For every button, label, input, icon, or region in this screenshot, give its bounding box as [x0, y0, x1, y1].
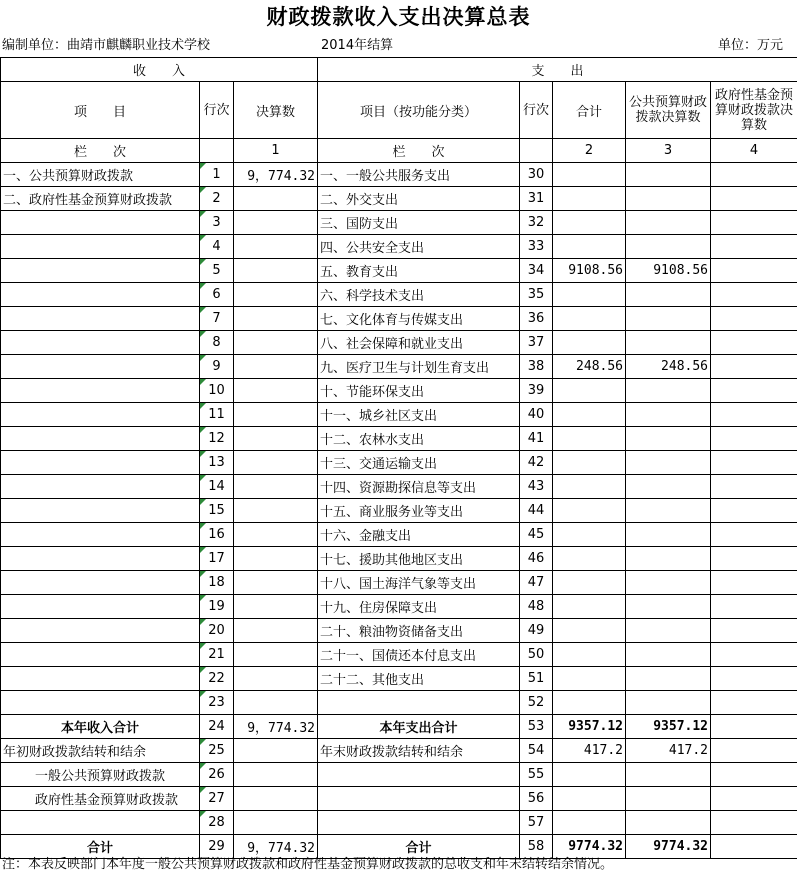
expense-total-cell	[553, 787, 626, 811]
income-item-cell	[1, 499, 200, 523]
summary-row	[1, 787, 797, 811]
public-budget-cell: 9774.32	[626, 835, 711, 859]
expense-row-no-cell: 50	[520, 643, 553, 667]
expense-row-no-cell: 40	[520, 403, 553, 427]
income-item-cell	[1, 811, 200, 835]
income-row-no-cell: 6	[200, 283, 234, 307]
expense-total-cell	[553, 307, 626, 331]
public-budget-cell	[626, 163, 711, 187]
table-row	[1, 379, 797, 403]
income-item-cell: 一般公共预算财政拨款	[1, 763, 200, 787]
public-budget-cell	[626, 763, 711, 787]
income-row-no-cell: 4	[200, 235, 234, 259]
income-amount-cell: 9，774.32	[234, 715, 318, 739]
gov-fund-cell	[711, 235, 797, 259]
gov-fund-cell	[711, 307, 797, 331]
function-item-header: 项目（按功能分类）	[318, 82, 520, 139]
income-amount-cell	[234, 475, 318, 499]
income-row-no-cell: 20	[200, 619, 234, 643]
income-amount-cell	[234, 427, 318, 451]
public-budget-cell	[626, 523, 711, 547]
gov-fund-header: 政府性基金预算财政拨款决算数	[711, 82, 797, 139]
table-row	[1, 619, 797, 643]
expense-item-cell: 十一、城乡社区支出	[318, 403, 520, 427]
expense-item-cell: 三、国防支出	[318, 211, 520, 235]
table-row	[1, 499, 797, 523]
table-row	[1, 667, 797, 691]
table-row	[1, 259, 797, 283]
col-label-right: 栏 次	[318, 139, 520, 163]
income-item-cell	[1, 235, 200, 259]
expense-item-cell: 十六、金融支出	[318, 523, 520, 547]
gov-fund-cell	[711, 499, 797, 523]
public-budget-cell	[626, 283, 711, 307]
summary-row	[1, 811, 797, 835]
table-row	[1, 475, 797, 499]
public-budget-cell	[626, 427, 711, 451]
table-row	[1, 355, 797, 379]
expense-item-cell: 二十一、国债还本付息支出	[318, 643, 520, 667]
footnote: 注：本表反映部门本年度一般公共预算财政拨款和政府性基金预算财政拨款的总收支和年末结转结余情况。	[2, 857, 614, 872]
income-item-cell	[1, 643, 200, 667]
income-item-cell: 本年收入合计	[1, 715, 200, 739]
public-budget-cell	[626, 379, 711, 403]
table-row	[1, 403, 797, 427]
expense-row-no-cell: 51	[520, 667, 553, 691]
gov-fund-cell	[711, 163, 797, 187]
income-amount-cell	[234, 307, 318, 331]
expense-item-cell: 十五、商业服务业等支出	[318, 499, 520, 523]
table-row	[1, 643, 797, 667]
income-item-cell	[1, 211, 200, 235]
expense-row-no-cell: 47	[520, 571, 553, 595]
col-number-2: 2	[553, 139, 626, 163]
income-row-no-cell: 14	[200, 475, 234, 499]
expense-item-cell: 四、公共安全支出	[318, 235, 520, 259]
expense-item-cell: 合计	[318, 835, 520, 859]
public-budget-cell	[626, 667, 711, 691]
income-row-no-cell: 17	[200, 547, 234, 571]
gov-fund-cell	[711, 355, 797, 379]
expense-row-no-cell: 32	[520, 211, 553, 235]
public-budget-cell	[626, 475, 711, 499]
income-row-no-cell: 18	[200, 571, 234, 595]
expense-item-cell: 十、节能环保支出	[318, 379, 520, 403]
expense-total-cell	[553, 427, 626, 451]
expense-item-cell: 十四、资源勘探信息等支出	[318, 475, 520, 499]
gov-fund-cell	[711, 667, 797, 691]
expense-total-cell	[553, 187, 626, 211]
total-header: 合计	[553, 82, 626, 139]
expense-total-cell	[553, 403, 626, 427]
expense-row-no-cell: 44	[520, 499, 553, 523]
gov-fund-cell	[711, 811, 797, 835]
expense-item-cell: 六、科学技术支出	[318, 283, 520, 307]
table-row	[1, 211, 797, 235]
table-row	[1, 235, 797, 259]
gov-fund-cell	[711, 715, 797, 739]
expense-total-cell	[553, 595, 626, 619]
income-row-no-cell: 2	[200, 187, 234, 211]
public-budget-header: 公共预算财政拨款决算数	[626, 82, 711, 139]
report-year: 2014年结算	[321, 38, 394, 53]
public-budget-cell: 248.56	[626, 355, 711, 379]
table-row	[1, 163, 797, 187]
gov-fund-cell	[711, 403, 797, 427]
row-no-header: 行次	[200, 82, 234, 139]
income-row-no-cell: 25	[200, 739, 234, 763]
income-amount-cell	[234, 571, 318, 595]
gov-fund-cell	[711, 547, 797, 571]
expense-row-no-cell: 57	[520, 811, 553, 835]
expense-item-cell: 九、医疗卫生与计划生育支出	[318, 355, 520, 379]
income-header: 收 入	[1, 58, 318, 82]
expense-row-no-cell: 58	[520, 835, 553, 859]
expense-row-no-cell: 36	[520, 307, 553, 331]
expense-item-cell: 年末财政拨款结转和结余	[318, 739, 520, 763]
gov-fund-cell	[711, 739, 797, 763]
expense-item-cell: 十三、交通运输支出	[318, 451, 520, 475]
col-label-empty-2	[520, 139, 553, 163]
expense-total-cell	[553, 763, 626, 787]
income-amount-cell	[234, 379, 318, 403]
income-amount-cell: 9，774.32	[234, 163, 318, 187]
gov-fund-cell	[711, 787, 797, 811]
expense-item-cell: 一、一般公共服务支出	[318, 163, 520, 187]
income-item-cell	[1, 475, 200, 499]
gov-fund-cell	[711, 619, 797, 643]
expense-row-no-cell: 37	[520, 331, 553, 355]
unit-prefix: 编制单位：	[2, 38, 68, 53]
income-amount-cell	[234, 523, 318, 547]
table-row	[1, 547, 797, 571]
income-row-no-cell: 5	[200, 259, 234, 283]
income-item-cell: 政府性基金预算财政拨款	[1, 787, 200, 811]
expense-row-no-cell: 35	[520, 283, 553, 307]
gov-fund-cell	[711, 283, 797, 307]
expense-item-cell: 十八、国土海洋气象等支出	[318, 571, 520, 595]
income-item-cell: 二、政府性基金预算财政拨款	[1, 187, 200, 211]
expense-total-cell	[553, 571, 626, 595]
gov-fund-cell	[711, 643, 797, 667]
income-row-no-cell: 7	[200, 307, 234, 331]
expense-total-cell	[553, 283, 626, 307]
income-row-no-cell: 22	[200, 667, 234, 691]
col-label-empty-1	[200, 139, 234, 163]
income-row-no-cell: 8	[200, 331, 234, 355]
table-row	[1, 595, 797, 619]
expense-total-cell: 9357.12	[553, 715, 626, 739]
public-budget-cell	[626, 451, 711, 475]
income-amount-cell	[234, 283, 318, 307]
expense-row-no-cell: 53	[520, 715, 553, 739]
budget-table	[0, 57, 797, 859]
income-item-cell	[1, 595, 200, 619]
gov-fund-cell	[711, 211, 797, 235]
expense-row-no-cell: 33	[520, 235, 553, 259]
amount-header: 决算数	[234, 82, 318, 139]
income-amount-cell	[234, 739, 318, 763]
gov-fund-cell	[711, 595, 797, 619]
income-amount-cell	[234, 259, 318, 283]
income-row-no-cell: 16	[200, 523, 234, 547]
table-row	[1, 691, 797, 715]
table-row	[1, 451, 797, 475]
report-title: 财政拨款收入支出决算总表	[266, 4, 531, 29]
income-amount-cell	[234, 211, 318, 235]
income-amount-cell	[234, 355, 318, 379]
gov-fund-cell	[711, 763, 797, 787]
income-amount-cell	[234, 451, 318, 475]
gov-fund-cell	[711, 523, 797, 547]
gov-fund-cell	[711, 187, 797, 211]
income-row-no-cell: 26	[200, 763, 234, 787]
expense-total-cell	[553, 451, 626, 475]
expense-item-cell	[318, 763, 520, 787]
expense-total-cell	[553, 331, 626, 355]
unit-name: 曲靖市麒麟职业技术学校	[67, 38, 211, 53]
income-row-no-cell: 12	[200, 427, 234, 451]
expense-total-cell	[553, 667, 626, 691]
table-row	[1, 283, 797, 307]
gov-fund-cell	[711, 571, 797, 595]
expense-item-cell	[318, 811, 520, 835]
expense-row-no-cell: 43	[520, 475, 553, 499]
expense-total-cell	[553, 691, 626, 715]
public-budget-cell	[626, 595, 711, 619]
income-item-cell	[1, 403, 200, 427]
income-amount-cell	[234, 643, 318, 667]
col-number-1: 1	[234, 139, 318, 163]
gov-fund-cell	[711, 379, 797, 403]
gov-fund-cell	[711, 451, 797, 475]
income-item-cell	[1, 451, 200, 475]
income-item-cell	[1, 547, 200, 571]
income-item-cell	[1, 259, 200, 283]
expense-total-cell	[553, 211, 626, 235]
expense-row-no-cell: 48	[520, 595, 553, 619]
expense-item-cell: 十二、农林水支出	[318, 427, 520, 451]
expense-total-cell: 248.56	[553, 355, 626, 379]
income-amount-cell	[234, 499, 318, 523]
public-budget-cell	[626, 499, 711, 523]
gov-fund-cell	[711, 691, 797, 715]
public-budget-cell	[626, 787, 711, 811]
expense-total-cell	[553, 235, 626, 259]
row-no-header-2: 行次	[520, 82, 553, 139]
col-number-4: 4	[711, 139, 797, 163]
currency-unit: 单位：万元	[718, 38, 784, 53]
public-budget-cell	[626, 187, 711, 211]
table-row	[1, 427, 797, 451]
public-budget-cell	[626, 307, 711, 331]
expense-total-cell	[553, 475, 626, 499]
income-row-no-cell: 24	[200, 715, 234, 739]
expense-total-cell	[553, 163, 626, 187]
income-amount-cell	[234, 595, 318, 619]
income-amount-cell	[234, 619, 318, 643]
income-item-cell: 合计	[1, 835, 200, 859]
public-budget-cell: 417.2	[626, 739, 711, 763]
income-row-no-cell: 15	[200, 499, 234, 523]
expense-item-cell: 十九、住房保障支出	[318, 595, 520, 619]
public-budget-cell	[626, 643, 711, 667]
income-row-no-cell: 13	[200, 451, 234, 475]
expense-total-cell	[553, 379, 626, 403]
expense-row-no-cell: 39	[520, 379, 553, 403]
income-amount-cell	[234, 787, 318, 811]
income-item-cell: 年初财政拨款结转和结余	[1, 739, 200, 763]
expense-total-cell	[553, 643, 626, 667]
expense-row-no-cell: 38	[520, 355, 553, 379]
expense-total-cell	[553, 547, 626, 571]
income-item-cell	[1, 523, 200, 547]
summary-row	[1, 715, 797, 739]
public-budget-cell	[626, 691, 711, 715]
summary-row	[1, 763, 797, 787]
table-row	[1, 331, 797, 355]
expense-item-cell: 二、外交支出	[318, 187, 520, 211]
income-amount-cell	[234, 547, 318, 571]
item-header: 项 目	[1, 82, 200, 139]
expense-row-no-cell: 52	[520, 691, 553, 715]
income-amount-cell	[234, 403, 318, 427]
expense-item-cell	[318, 691, 520, 715]
income-item-cell	[1, 379, 200, 403]
expense-total-cell: 9108.56	[553, 259, 626, 283]
expense-row-no-cell: 56	[520, 787, 553, 811]
expense-row-no-cell: 31	[520, 187, 553, 211]
expense-item-cell: 本年支出合计	[318, 715, 520, 739]
income-row-no-cell: 19	[200, 595, 234, 619]
expense-item-cell: 五、教育支出	[318, 259, 520, 283]
income-item-cell: 一、公共预算财政拨款	[1, 163, 200, 187]
expense-item-cell: 八、社会保障和就业支出	[318, 331, 520, 355]
col-number-3: 3	[626, 139, 711, 163]
expense-item-cell: 二十二、其他支出	[318, 667, 520, 691]
income-row-no-cell: 29	[200, 835, 234, 859]
income-amount-cell	[234, 763, 318, 787]
table-row	[1, 187, 797, 211]
public-budget-cell	[626, 571, 711, 595]
summary-row	[1, 739, 797, 763]
expense-item-cell	[318, 787, 520, 811]
expense-row-no-cell: 46	[520, 547, 553, 571]
expense-row-no-cell: 55	[520, 763, 553, 787]
income-amount-cell	[234, 811, 318, 835]
public-budget-cell	[626, 547, 711, 571]
table-row	[1, 571, 797, 595]
income-item-cell	[1, 355, 200, 379]
income-amount-cell	[234, 235, 318, 259]
expense-row-no-cell: 34	[520, 259, 553, 283]
gov-fund-cell	[711, 427, 797, 451]
public-budget-cell	[626, 619, 711, 643]
unit-label	[2, 35, 210, 57]
expense-item-cell: 十七、援助其他地区支出	[318, 547, 520, 571]
public-budget-cell	[626, 403, 711, 427]
table-row	[1, 523, 797, 547]
public-budget-cell	[626, 811, 711, 835]
income-row-no-cell: 23	[200, 691, 234, 715]
gov-fund-cell	[711, 475, 797, 499]
expense-row-no-cell: 49	[520, 619, 553, 643]
expense-row-no-cell: 42	[520, 451, 553, 475]
col-label-left: 栏 次	[1, 139, 200, 163]
public-budget-cell	[626, 211, 711, 235]
public-budget-cell: 9108.56	[626, 259, 711, 283]
expense-total-cell: 9774.32	[553, 835, 626, 859]
expense-total-cell	[553, 499, 626, 523]
income-row-no-cell: 1	[200, 163, 234, 187]
income-item-cell	[1, 691, 200, 715]
expense-item-cell: 二十、粮油物资储备支出	[318, 619, 520, 643]
table-row	[1, 307, 797, 331]
income-item-cell	[1, 427, 200, 451]
income-row-no-cell: 11	[200, 403, 234, 427]
income-row-no-cell: 9	[200, 355, 234, 379]
income-row-no-cell: 21	[200, 643, 234, 667]
expense-row-no-cell: 41	[520, 427, 553, 451]
expense-item-cell: 七、文化体育与传媒支出	[318, 307, 520, 331]
income-amount-cell	[234, 691, 318, 715]
expense-total-cell	[553, 619, 626, 643]
income-item-cell	[1, 619, 200, 643]
expense-total-cell	[553, 811, 626, 835]
income-item-cell	[1, 571, 200, 595]
public-budget-cell	[626, 331, 711, 355]
income-amount-cell: 9，774.32	[234, 835, 318, 859]
expense-row-no-cell: 54	[520, 739, 553, 763]
gov-fund-cell	[711, 259, 797, 283]
expense-row-no-cell: 30	[520, 163, 553, 187]
income-item-cell	[1, 331, 200, 355]
gov-fund-cell	[711, 331, 797, 355]
income-item-cell	[1, 283, 200, 307]
income-item-cell	[1, 667, 200, 691]
public-budget-cell: 9357.12	[626, 715, 711, 739]
income-row-no-cell: 27	[200, 787, 234, 811]
income-amount-cell	[234, 667, 318, 691]
gov-fund-cell	[711, 835, 797, 859]
expense-row-no-cell: 45	[520, 523, 553, 547]
expense-total-cell: 417.2	[553, 739, 626, 763]
income-row-no-cell: 10	[200, 379, 234, 403]
public-budget-cell	[626, 235, 711, 259]
income-item-cell	[1, 307, 200, 331]
income-amount-cell	[234, 331, 318, 355]
income-amount-cell	[234, 187, 318, 211]
expense-header: 支 出	[318, 58, 797, 82]
income-row-no-cell: 28	[200, 811, 234, 835]
income-row-no-cell: 3	[200, 211, 234, 235]
expense-total-cell	[553, 523, 626, 547]
